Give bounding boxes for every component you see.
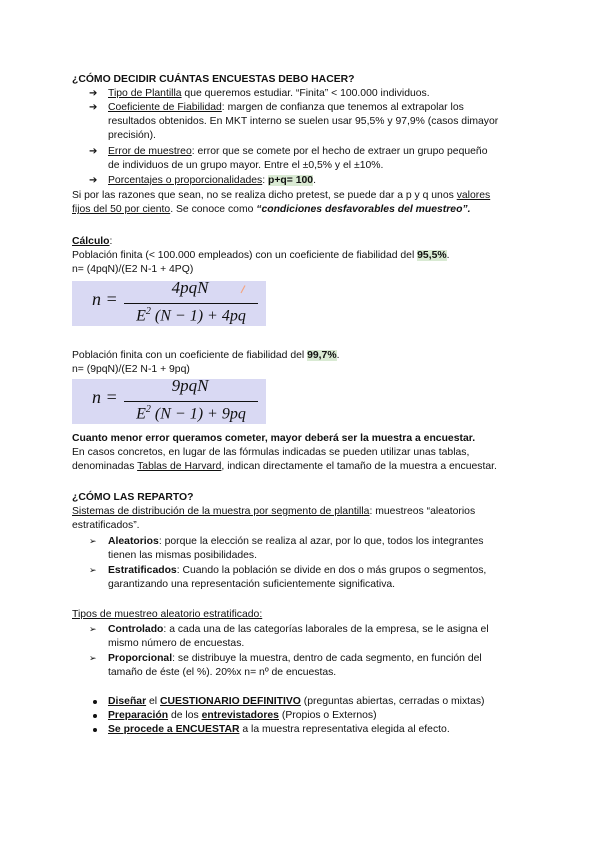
- para-pretest-line1: Si por las razones que sean, no se realiza dicho pretest, se puede dar a p y q unos valores: [72, 190, 491, 201]
- heading-reparto: ¿CÓMO LAS REPARTO?: [72, 492, 194, 503]
- bullet-proporcional-line2: tamaño de éste (el %). 20%x n= nº de encuestas.: [108, 667, 337, 678]
- bold-statement: Cuanto menor error queramos cometer, mayor deberá ser la muestra a encuestar.: [72, 433, 476, 444]
- bullet-dot-icon: [93, 700, 97, 704]
- bullet-coeficiente: Coeficiente de Fiabilidad: margen de confianza que tenemos al extrapolar los: [108, 102, 464, 113]
- formula-numerator: 4pqN: [171, 278, 209, 297]
- para-pretest-line2: fijos del 50 por ciento. Se conoce como “condiciones desfavorables del muestreo”.: [72, 204, 471, 215]
- arrow-bullet-icon: ➔: [89, 146, 98, 157]
- triangle-bullet-icon: ➢: [89, 653, 97, 663]
- bullet-error-muestreo: Error de muestreo: error que se comete por el hecho de extraer un grupo pequeño: [108, 146, 488, 157]
- formula-lhs: n =: [92, 289, 118, 309]
- bullet-proporcional: Proporcional: se distribuye la muestra, dentro de cada segmento, en función del: [108, 653, 482, 664]
- bullet-controlado: Controlado: a cada una de las categorías laborales de la empresa, se le asigna el: [108, 624, 489, 635]
- arrow-bullet-icon: ➔: [89, 102, 98, 113]
- formula-1-image: [72, 278, 266, 326]
- bullet-error-line2: de individuos de un grupo mayor. Entre el ±0,5% y el ±10%.: [108, 160, 384, 171]
- step-encuestar: Se procede a ENCUESTAR a la muestra representativa elegida al efecto.: [108, 724, 450, 735]
- tipos-title: Tipos de muestreo aleatorio estratificado:: [72, 609, 263, 620]
- bullet-dot-icon: [93, 714, 97, 718]
- formula-denominator: $E^2$ (N − 1) + 9pq: [136, 404, 246, 423]
- fraction-bar: [124, 303, 258, 304]
- fraction-bar: [124, 401, 258, 402]
- bullet-aleatorios: Aleatorios: porque la elección se realiza al azar, por lo que, todos los integrantes: [108, 536, 484, 547]
- formula2-text: n= (9pqN)/(E2 N-1 + 9pq): [72, 364, 190, 375]
- formula-2-image: [72, 376, 266, 424]
- formula-lhs: n =: [92, 387, 118, 407]
- bullet-tipo-plantilla: Tipo de Plantilla que queremos estudiar. “Finita” < 100.000 individuos.: [108, 88, 430, 99]
- para-harvard-line1: En casos concretos, en lugar de las fórmulas indicadas se pueden utilizar unas tablas,: [72, 447, 470, 458]
- bullet-porcentajes: Porcentajes o proporcionalidades: p+q= 100.: [108, 175, 316, 186]
- formula-numerator: 9pqN: [171, 376, 209, 395]
- pencil-mark-icon: [240, 285, 246, 294]
- formula1-text: n= (4pqN)/(E2 N-1 + 4PQ): [72, 264, 194, 275]
- calculo-p1: Población finita (< 100.000 empleados) con un coeficiente de fiabilidad del 95,5%.: [72, 250, 450, 261]
- bullet-coeficiente-line2: resultados obtenidos. En MKT interno se suelen usar 95,5% y 97,9% (casos dimayor: [108, 116, 499, 127]
- triangle-bullet-icon: ➢: [89, 624, 97, 634]
- bullet-coeficiente-line3: precisión).: [108, 130, 156, 141]
- step-preparacion: Preparación de los entrevistadores (Propios o Externos): [108, 710, 377, 721]
- triangle-bullet-icon: ➢: [89, 565, 97, 575]
- para-sistemas-line1: Sistemas de distribución de la muestra por segmento de plantilla: muestreos “aleatorios: [72, 506, 476, 517]
- arrow-bullet-icon: ➔: [89, 88, 98, 99]
- bullet-aleatorios-line2: tienen las mismas posibilidades.: [108, 550, 258, 561]
- bullet-dot-icon: [93, 728, 97, 732]
- triangle-bullet-icon: ➢: [89, 536, 97, 546]
- arrow-bullet-icon: ➔: [89, 175, 98, 186]
- para-sistemas-line2: estratificados”.: [72, 520, 140, 531]
- heading-how-many-surveys: ¿CÓMO DECIDIR CUÁNTAS ENCUESTAS DEBO HACER?: [72, 74, 355, 85]
- calculo-title: Cálculo:: [72, 236, 113, 247]
- formula-denominator: $E^2$ (N − 1) + 4pq: [136, 306, 246, 325]
- bullet-controlado-line2: mismo número de encuestas.: [108, 638, 245, 649]
- step-disenar: Diseñar el CUESTIONARIO DEFINITIVO (preguntas abiertas, cerradas o mixtas): [108, 696, 485, 707]
- para-harvard-line2: denominadas Tablas de Harvard, indican directamente el tamaño de la muestra a encuestar.: [72, 461, 497, 472]
- bullet-estratificados-line2: garantizando una representación suficientemente significativa.: [108, 579, 396, 590]
- calculo-p2: Población finita con un coeficiente de fiabilidad del 99,7%.: [72, 350, 340, 361]
- bullet-estratificados: Estratificados: Cuando la población se divide en dos o más grupos o segmentos,: [108, 565, 487, 576]
